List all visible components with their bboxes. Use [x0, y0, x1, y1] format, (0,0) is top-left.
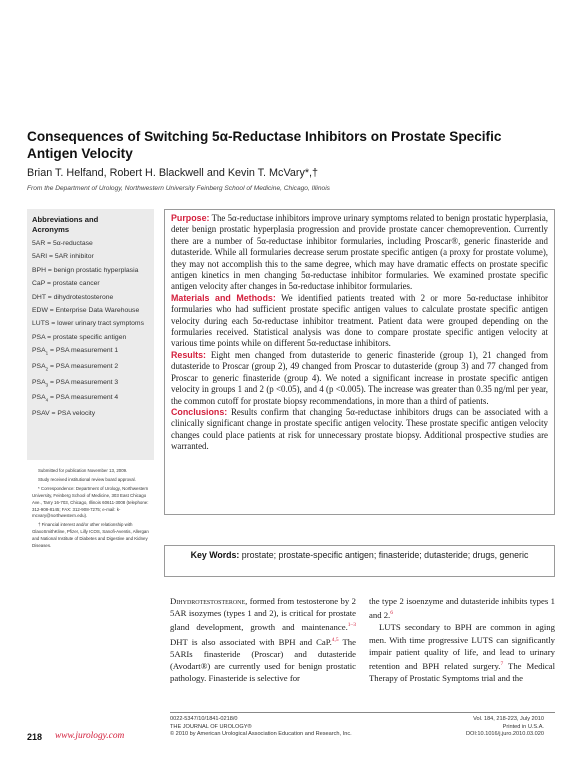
- abbreviation-item: PSA = prostate specific antigen: [32, 333, 127, 341]
- abbr-definition: = PSA measurement 3: [48, 378, 119, 386]
- body-paragraph: [170, 595, 356, 684]
- footnote-submitted: Submitted for publication November 13, 2009.: [38, 468, 128, 473]
- footnote-financial: † Financial interest and/or other relationship with GlaxoSmithKline, Pfizer, Lilly ICOS, Sanofi-Aventis, Allergan and National Institute of Diabetes and Digestive and Kidney Diseases.: [32, 522, 149, 549]
- abbreviation-item: BPH = benign prostatic hyperplasia: [32, 266, 139, 274]
- doi[interactable]: DOI:10.1016/j.juro.2010.03.020: [465, 731, 544, 738]
- abbreviations-sidebar: [27, 209, 154, 460]
- body-text: DHT is also associated with BPH and CaP.: [170, 636, 332, 647]
- article-authors: Brian T. Helfand, Robert H. Blackwell and Kevin T. McVary*,†: [27, 167, 319, 179]
- abbreviations-heading: Abbreviations and Acronyms: [32, 215, 99, 234]
- abstract-conclusions-label: Conclusions:: [171, 406, 228, 417]
- article-title: Consequences of Switching 5α-Reductase Inhibitors on Prostate Specific Antigen Velocity: [27, 129, 502, 161]
- keywords-box: [164, 545, 555, 577]
- abstract-methods-text: We identified patients treated with 2 or more 5α-reductase inhibitor formularies who had sufficient prostate specific antigen values to calculate prostate specific antigen velocity during each 5α-reductase inhibitor treatment. Patient data were grouped depending on the formularies received. Statistical analysis was done to compare prostate specific antigen velocity at various time points while on different 5α-reductase inhibitors.: [171, 292, 548, 349]
- footnote-correspondence: * Correspondence: Department of Urology, Northwestern University, Feinberg School of Medicine, 303 East Chicago Ave., Tarry 16-703, Chicago, Illinois 60611-3008 (telephone: 312-908-8145; FAX: 312-908-7275; e-mail: k-mcvary@northwestern.edu).: [32, 485, 149, 519]
- abbr-subscript: 1: [45, 350, 49, 356]
- reference-link[interactable]: 4,5: [331, 636, 339, 643]
- abbr-definition: = PSA measurement 1: [48, 347, 119, 355]
- abbr-term: PSA: [32, 362, 46, 370]
- abbreviation-item: CaP = prostate cancer: [32, 280, 100, 288]
- abstract-purpose-label: Purpose:: [171, 213, 210, 223]
- abbreviation-item-psa: [32, 378, 150, 389]
- abbreviation-item: 5AR = 5α-reductase: [32, 240, 93, 247]
- body-text: The 5ARIs finasteride (Proscar) and dutasteride (Avodart®) are currently used for benign prostatic pathology. Finasteride is selective for: [170, 636, 356, 683]
- footer-divider: [170, 712, 555, 713]
- abbreviation-item-psa: [32, 362, 150, 373]
- abbr-term: PSA: [32, 347, 46, 355]
- journal-url-link[interactable]: www.jurology.com: [55, 731, 125, 741]
- article-affiliation: From the Department of Urology, Northwestern University Feinberg School of Medicine, Chicago, Illinois: [27, 185, 330, 192]
- reference-link[interactable]: 1–3: [347, 622, 356, 629]
- publication-info: [170, 716, 352, 739]
- keywords-label: Key Words:: [190, 550, 240, 560]
- abbr-subscript: 3: [45, 381, 49, 387]
- reference-link[interactable]: 7: [500, 660, 504, 667]
- body-lead-word: Dihydrotestosterone,: [170, 596, 248, 606]
- keywords-text: prostate; prostate-specific antigen; finasteride; dutasteride; drugs, generic: [241, 550, 529, 560]
- abbr-term: PSA: [32, 378, 46, 386]
- abbr-subscript: 4: [45, 397, 49, 403]
- body-column-right: [369, 595, 555, 684]
- abstract-purpose-text: The 5α-reductase inhibitors improve urinary symptoms related to benign prostatic hyperplasia, deter benign prostatic hyperplasia progression and provide prostate cancer chemoprevention. Currently there are a number of 5α-reductase inhibitor formularies, including Proscar®, generic finasteride and dutasteride. While all formularies decrease serum prostate specific antigen (a proxy for prostate volume), they may not accomplish this to the same degree, which may have dramatic effects on prostate specific antigen kinetics in men changing 5α-reductase inhibitor formularies. We examined prostate specific antigen velocity after changes in 5α-reductase inhibitor formularies.: [171, 213, 549, 292]
- abbr-definition: = PSA measurement 2: [48, 362, 119, 370]
- abbreviation-item: DHT = dihydrotestosterone: [32, 293, 114, 301]
- volume-info: Vol. 184, 218-223, July 2010: [473, 716, 544, 722]
- journal-name: THE JOURNAL OF UROLOGY®: [170, 723, 252, 730]
- abbr-subscript: 2: [45, 366, 49, 372]
- body-paragraph: [369, 595, 555, 621]
- reference-link[interactable]: 6: [390, 610, 393, 617]
- abstract-conclusions: [171, 407, 548, 453]
- footnote-irb: Study received institutional review board approval.: [38, 476, 136, 482]
- abstract-conclusions-text: Results confirm that changing 5α-reductase inhibitors drugs can be associated with a clinically significant change in prostate specific antigen velocity. These prostate specific antigen velocity changes could place patients at risk for unnecessary prostate biopsy. Additional prospective studies are warranted.: [171, 406, 549, 452]
- abbr-term: PSA: [32, 394, 46, 402]
- abbreviation-item-psa: [32, 393, 150, 404]
- abstract-results-text: Eight men changed from dutasteride to generic finasteride (group 1), 21 changed from dutasteride to Proscar (group 2), 49 changed from Proscar to dutasteride (group 3) and 77 changed from Proscar to generic finasteride (group 4). We noted a significant increase in prostate specific antigen velocity in groups 1 and 2 (p <0.05), and 4 (p <0.005). The increase was greater than 0.35 ng/ml per year, the common cutoff for prostate biopsy recommendations, in more than a third of patients.: [171, 349, 549, 406]
- abbr-definition: = PSA measurement 4: [48, 394, 119, 402]
- publication-info-right: [466, 716, 544, 739]
- copyright: © 2010 by American Urological Association Education and Research, Inc.: [170, 731, 352, 738]
- issn: 0022-5347/10/1841-0218/0: [170, 716, 238, 722]
- abbreviation-item: EDW = Enterprise Data Warehouse: [32, 306, 140, 314]
- body-text: LUTS secondary to BPH are common in aging men. With time progressive LUTS can significantly impair patient quality of life, and lead to urinary retention and BPH related surgery.: [369, 622, 555, 671]
- body-paragraph: [369, 621, 555, 684]
- abbreviation-item: LUTS = lower urinary tract symptoms: [32, 320, 144, 328]
- footnotes: [32, 468, 154, 552]
- printed-info: Printed in U.S.A.: [502, 723, 544, 730]
- abstract-methods: [171, 293, 548, 350]
- body-text: formed from testosterone by 2 5AR isozymes (types 1 and 2), is critical for prostate gland development, growth and maintenance.: [170, 596, 356, 633]
- abstract-results: [171, 350, 548, 407]
- page-number: 218: [27, 732, 43, 742]
- abbreviation-item: PSAV = PSA velocity: [32, 410, 96, 418]
- abbreviation-item: 5ARI = 5AR inhibitor: [32, 253, 94, 261]
- abstract-methods-label: Materials and Methods:: [171, 292, 276, 303]
- abbreviation-item-psa: [32, 346, 150, 357]
- body-text: The Medical Therapy of Prostatic Symptoms trial and the: [369, 660, 555, 683]
- body-text: the type 2 isoenzyme and dutasteride inhibits types 1 and 2.: [369, 596, 555, 621]
- body-column-left: [170, 595, 356, 684]
- abstract-box: [164, 209, 555, 515]
- abstract-results-label: Results:: [171, 349, 207, 360]
- abstract-purpose: [171, 213, 548, 293]
